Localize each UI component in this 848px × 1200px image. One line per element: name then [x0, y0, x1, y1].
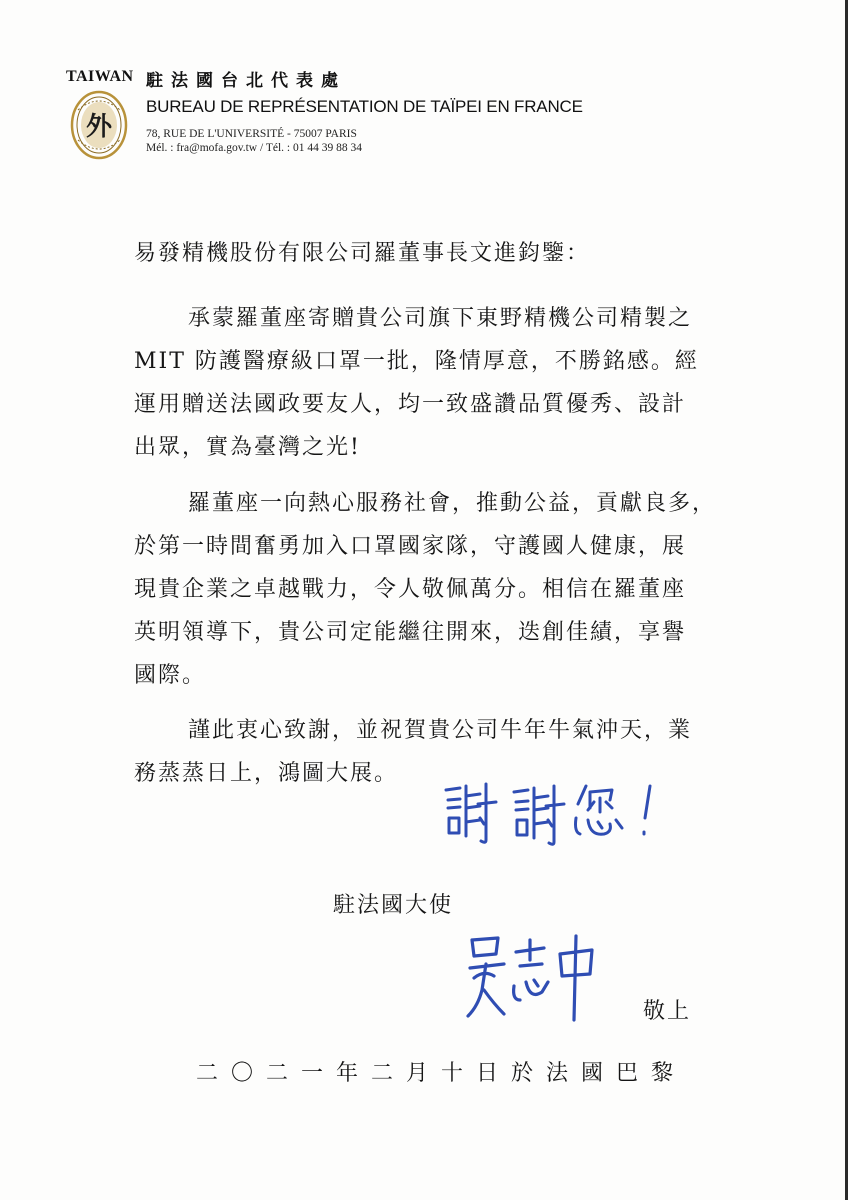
letterhead-french-name: BUREAU DE REPRÉSENTATION DE TAÏPEI EN FRANCE: [146, 97, 583, 116]
paragraph1-line: 出眾，實為臺灣之光!: [134, 435, 361, 460]
paragraph2-line: 現貴企業之卓越戰力，令人敬佩萬分。相信在羅董座: [134, 577, 687, 602]
letterhead-chinese-name: 駐法國台北代表處: [146, 71, 346, 91]
date-line: 二〇二一年二月十日於法國巴黎: [196, 1061, 687, 1086]
letterhead-contact: Mél. : fra@mofa.gov.tw / Tél. : 01 44 39 88 34: [146, 142, 362, 154]
salutation: 易發精機股份有限公司羅董事長文進鈞鑒：: [134, 241, 591, 266]
signer-title: 駐法國大使: [333, 893, 454, 918]
paragraph2-line: 英明領導下，貴公司定能繼往開來，迭創佳績，享譽: [134, 620, 687, 645]
paragraph2-line: 於第一時間奮勇加入口罩國家隊，守護國人健康，展: [134, 534, 687, 559]
letterhead-address: 78, RUE DE L'UNIVERSITÉ - 75007 PARIS: [146, 128, 357, 140]
svg-text:外: 外: [85, 112, 113, 142]
paragraph3-line: 謹此衷心致謝，並祝賀貴公司牛年牛氣沖天，業: [188, 718, 693, 743]
ministry-seal-logo: [70, 90, 128, 160]
paragraph3-line: 務蒸蒸日上，鴻圖大展。: [134, 761, 399, 786]
paragraph1-line: MIT 防護醫療級口罩一批，隆情厚意，不勝銘感。經: [134, 349, 699, 374]
letterhead-country: TAIWAN: [66, 68, 134, 85]
closing: 敬上: [643, 999, 692, 1024]
handwritten-thank-you: [440, 778, 680, 850]
paragraph2-line: 國際。: [134, 663, 207, 688]
paragraph1-line: 運用贈送法國政要友人，均一致盛讚品質優秀、設計: [134, 392, 687, 417]
handwritten-signature: [464, 930, 614, 1026]
paragraph1-line: 承蒙羅董座寄贈貴公司旗下東野精機公司精製之: [188, 306, 693, 331]
paragraph2-line: 羅董座一向熱心服務社會，推動公益，貢獻良多，: [188, 491, 717, 516]
